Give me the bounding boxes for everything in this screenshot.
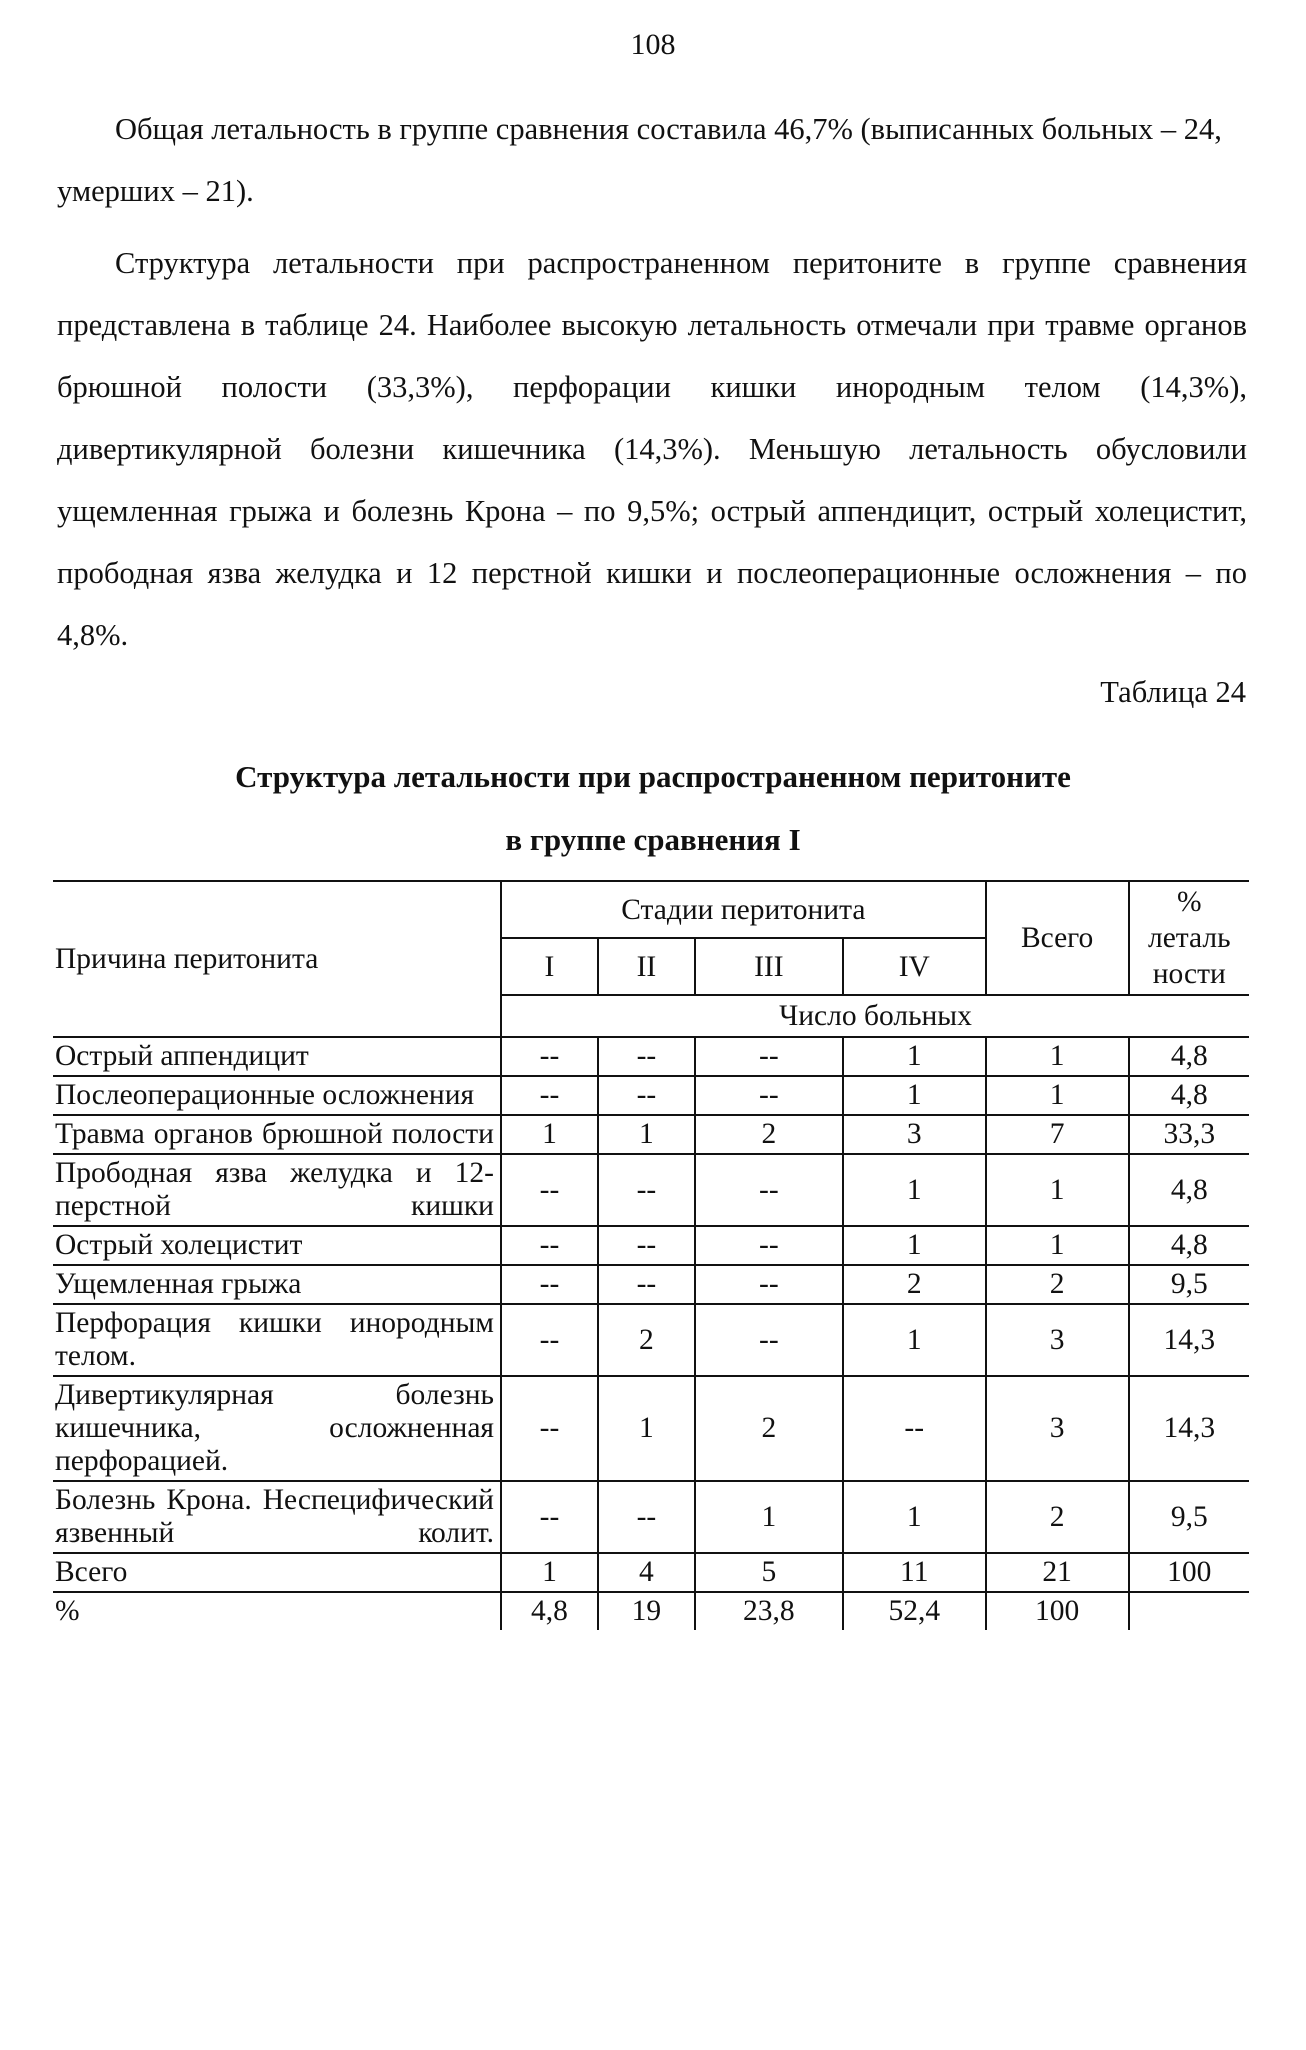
- table-row: [53, 1226, 1249, 1265]
- row-cell: 4,8: [1129, 1076, 1249, 1115]
- header-total: Всего: [986, 881, 1129, 995]
- row-cause: Ущемленная грыжа: [53, 1265, 501, 1304]
- row-cell: 23,8: [695, 1592, 843, 1630]
- header-patients: Число больных: [501, 995, 1249, 1037]
- row-cell: 1: [986, 1076, 1129, 1115]
- row-cell: --: [501, 1265, 598, 1304]
- row-cell: 1: [843, 1481, 986, 1553]
- row-cell: 1: [598, 1376, 695, 1481]
- row-cell: 7: [986, 1115, 1129, 1154]
- row-cell: 14,3: [1129, 1304, 1249, 1376]
- row-cell: 1: [843, 1304, 986, 1376]
- row-cell: 9,5: [1129, 1481, 1249, 1553]
- row-cell: --: [598, 1226, 695, 1265]
- row-cell: --: [695, 1076, 843, 1115]
- row-cell: --: [695, 1037, 843, 1076]
- row-cell: 3: [986, 1376, 1129, 1481]
- row-cause-text: Дивертикулярная болезнь кишечника, осложненная перфорацией.: [55, 1379, 494, 1477]
- row-cell: --: [598, 1037, 695, 1076]
- row-cell: --: [695, 1265, 843, 1304]
- row-cell: --: [501, 1481, 598, 1553]
- row-cell: 2: [695, 1115, 843, 1154]
- row-cell: --: [695, 1304, 843, 1376]
- row-cell: 3: [986, 1304, 1129, 1376]
- table-row: [53, 1037, 1249, 1076]
- row-cell: 1: [843, 1154, 986, 1226]
- table-row: [53, 1304, 1249, 1376]
- row-cell: 14,3: [1129, 1376, 1249, 1481]
- row-cell: 1: [986, 1226, 1129, 1265]
- row-cell: --: [598, 1154, 695, 1226]
- row-cell: 19: [598, 1592, 695, 1630]
- row-cell: 4,8: [1129, 1154, 1249, 1226]
- row-cause: Острый аппендицит: [53, 1037, 501, 1076]
- row-cell: 1: [986, 1037, 1129, 1076]
- row-cell: 2: [986, 1265, 1129, 1304]
- row-cell: 2: [598, 1304, 695, 1376]
- row-cell: [1129, 1592, 1249, 1630]
- row-cell: 100: [1129, 1553, 1249, 1592]
- row-cell: 2: [843, 1265, 986, 1304]
- row-cell: 2: [695, 1376, 843, 1481]
- row-cell: --: [501, 1037, 598, 1076]
- row-cell: 1: [843, 1226, 986, 1265]
- header-stages: Стадии перитонита: [501, 881, 986, 938]
- row-cause-text: Перфорация кишки инородным телом.: [55, 1307, 494, 1372]
- header-percent-line: %: [1176, 886, 1202, 918]
- row-cell: --: [695, 1154, 843, 1226]
- row-cell: --: [843, 1376, 986, 1481]
- row-cell: 4,8: [501, 1592, 598, 1630]
- table-title-line: в группе сравнения I: [505, 822, 801, 857]
- table-body: [53, 1037, 1249, 1630]
- row-cause-text: Прободная язва желудка и 12-перстной кишки: [55, 1157, 494, 1222]
- row-cell: --: [501, 1154, 598, 1226]
- table-row: [53, 1592, 1249, 1630]
- row-cell: 1: [501, 1115, 598, 1154]
- row-cell: --: [501, 1304, 598, 1376]
- row-cell: --: [695, 1226, 843, 1265]
- paragraph: Структура летальности при распространенном перитоните в группе сравнения представлена в таблице 24. Наиболее высокую летальность отмечали при травме органов брюшной полости (33,3%), перфорации кишки инородным телом (14,3%), дивертикулярной болезни кишечника (14,3%). Меньшую летальность обусловили ущемленная грыжа и болезнь Крона – по 9,5%; острый аппендицит, острый холецистит, прободная язва желудка и 12 перстной кишки и послеоперационные осложнения – по 4,8%.: [57, 246, 1247, 652]
- row-cell: --: [598, 1076, 695, 1115]
- row-cause: [53, 1154, 501, 1226]
- row-cell: 1: [843, 1037, 986, 1076]
- row-cell: --: [598, 1265, 695, 1304]
- row-cell: 9,5: [1129, 1265, 1249, 1304]
- header-stage: III: [695, 938, 843, 995]
- header-stage: I: [501, 938, 598, 995]
- page-number: 108: [630, 28, 676, 61]
- row-cell: --: [598, 1481, 695, 1553]
- table-row: [53, 1553, 1249, 1592]
- table-row: [53, 1115, 1249, 1154]
- paragraph: Общая летальность в группе сравнения составила 46,7% (выписанных больных – 24, умерших – 21).: [57, 112, 1222, 208]
- header-percent-line: леталь: [1147, 922, 1231, 954]
- row-cause-text: Болезнь Крона. Неспецифический язвенный колит.: [55, 1484, 494, 1549]
- row-cell: --: [501, 1076, 598, 1115]
- row-cell: 2: [986, 1481, 1129, 1553]
- row-cell: 1: [598, 1115, 695, 1154]
- row-cause: Послеоперационные осложнения: [53, 1076, 501, 1115]
- row-cell: 4,8: [1129, 1226, 1249, 1265]
- row-cell: 1: [695, 1481, 843, 1553]
- row-cell: --: [501, 1376, 598, 1481]
- row-cause: Всего: [53, 1553, 501, 1592]
- row-cell: 1: [986, 1154, 1129, 1226]
- row-cell: 4,8: [1129, 1037, 1249, 1076]
- row-cell: 3: [843, 1115, 986, 1154]
- header-percent-line: ности: [1152, 958, 1226, 990]
- table-row: [53, 1265, 1249, 1304]
- header-percent: [1129, 881, 1249, 995]
- header-stage: II: [598, 938, 695, 995]
- row-cause: [53, 1304, 501, 1376]
- row-cell: 4: [598, 1553, 695, 1592]
- row-cause: [53, 1481, 501, 1553]
- row-cause-text: Травма органов брюшной полости: [55, 1118, 494, 1150]
- table-row: [53, 1154, 1249, 1226]
- table-title-line: Структура летальности при распространенном перитоните: [235, 759, 1071, 794]
- row-cell: 5: [695, 1553, 843, 1592]
- row-cell: 52,4: [843, 1592, 986, 1630]
- row-cell: 21: [986, 1553, 1129, 1592]
- header-stage: IV: [843, 938, 986, 995]
- row-cause: Острый холецистит: [53, 1226, 501, 1265]
- table-row: [53, 1076, 1249, 1115]
- row-cell: 11: [843, 1553, 986, 1592]
- table-label: Таблица 24: [1100, 675, 1246, 709]
- mortality-table: [53, 880, 1249, 1630]
- header-cause: Причина перитонита: [53, 881, 501, 1037]
- table-row: [53, 1481, 1249, 1553]
- row-cell: 1: [843, 1076, 986, 1115]
- row-cell: 100: [986, 1592, 1129, 1630]
- row-cause: %: [53, 1592, 501, 1630]
- row-cause: [53, 1376, 501, 1481]
- table-row: [53, 1376, 1249, 1481]
- row-cell: 1: [501, 1553, 598, 1592]
- row-cell: --: [501, 1226, 598, 1265]
- row-cause: [53, 1115, 501, 1154]
- table-title: [0, 745, 1306, 871]
- row-cell: 33,3: [1129, 1115, 1249, 1154]
